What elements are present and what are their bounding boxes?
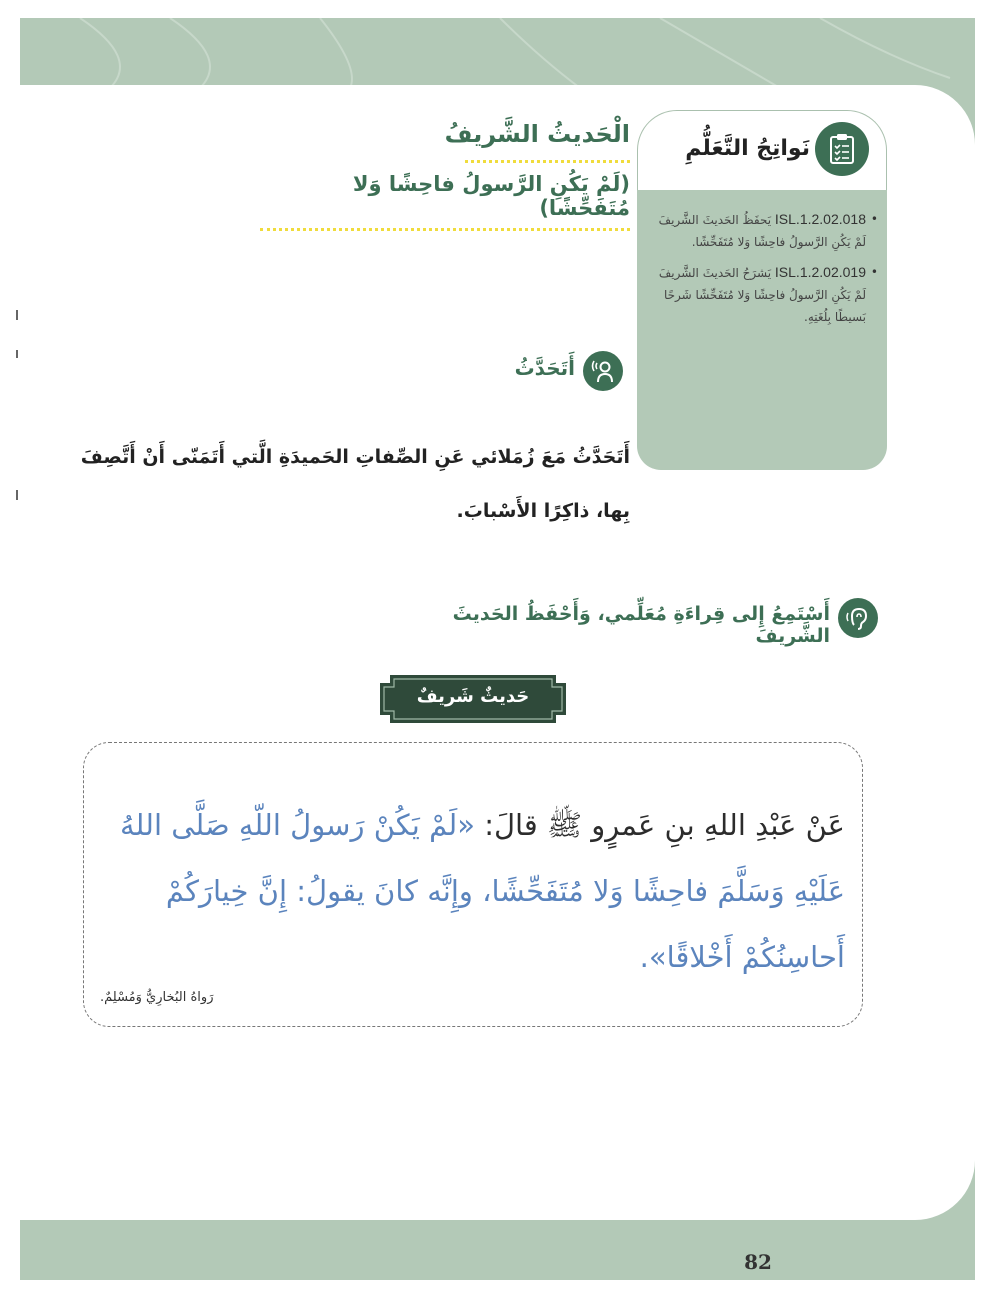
clipboard-checklist-icon	[815, 122, 869, 176]
hadith-intro: عَنْ عَبْدِ اللهِ بنِ عَمرٍو ﷺ قالَ:	[484, 808, 845, 842]
title-underline	[465, 160, 630, 163]
footer-band	[20, 1220, 975, 1280]
page-number: 82	[744, 1250, 772, 1274]
list-item	[648, 261, 878, 328]
hadith-source: رَواهُ البُخارِيُّ وَمُسْلِمٌ.	[100, 990, 214, 1005]
hadith-banner	[378, 673, 568, 725]
outcome-text: يَحفَظُ الحَديثَ الشَّريفَ لَمْ يَكُنِ الرَّسولُ فاحِشًا وَلا مُتَفَحِّشًا.	[658, 213, 866, 249]
speak-text: أَتَحَدَّثُ مَعَ زُمَلائي عَنِ الصِّفاتِ الحَميدَةِ الَّتي أَتَمَنّى أَنْ أَتَّصِفَ بِها، ذاكِرًا الأَسْبابَ.	[80, 446, 630, 522]
hadith-text	[110, 792, 845, 990]
outcome-code: ISL.1.2.02.019	[774, 264, 866, 280]
hadith-quote: «لَمْ يَكُنْ رَسولُ اللّهِ صَلَّى اللهُ عَلَيْهِ وَسَلَّمَ فاحِشًا وَلا مُتَفَحِّشًا، وإِنَّه كانَ يقولُ: إِنَّ خِيارَكُمْ أَحاسِنُكُمْ أَخْلاقًا».	[120, 808, 845, 974]
lesson-subtitle: (لَمْ يَكُنِ الرَّسولُ فاحِشًا وَلا مُتَفَحِّشًا)	[260, 172, 630, 231]
hadith-banner-label: حَديثٌ شَريفٌ	[416, 686, 530, 707]
listen-instruction: أَسْتَمِعُ إِلى قِراءَةِ مُعَلِّمي، وَأَحْفَظُ الحَديثَ الشَّريفَ	[452, 603, 830, 647]
binding-marks	[14, 310, 22, 530]
outcome-code: ISL.1.2.02.018	[774, 211, 866, 227]
outcomes-list	[648, 208, 878, 336]
lesson-title: الْحَديثُ الشَّريفُ	[444, 120, 630, 148]
speak-title: أَتَحَدَّثُ	[514, 356, 575, 380]
outcomes-title: نَواتِجُ التَّعَلُّمِ	[685, 136, 810, 161]
outcome-text: يَشرَحُ الحَديثَ الشَّريفَ لَمْ يَكُنِ الرَّسولُ فاحِشًا وَلا مُتَفَحِّشًا شَرحًا بَسيطًا بِلُغَتِهِ.	[658, 266, 866, 324]
speaking-person-icon	[583, 351, 623, 391]
ear-listening-icon	[838, 598, 878, 638]
list-item	[648, 208, 878, 253]
